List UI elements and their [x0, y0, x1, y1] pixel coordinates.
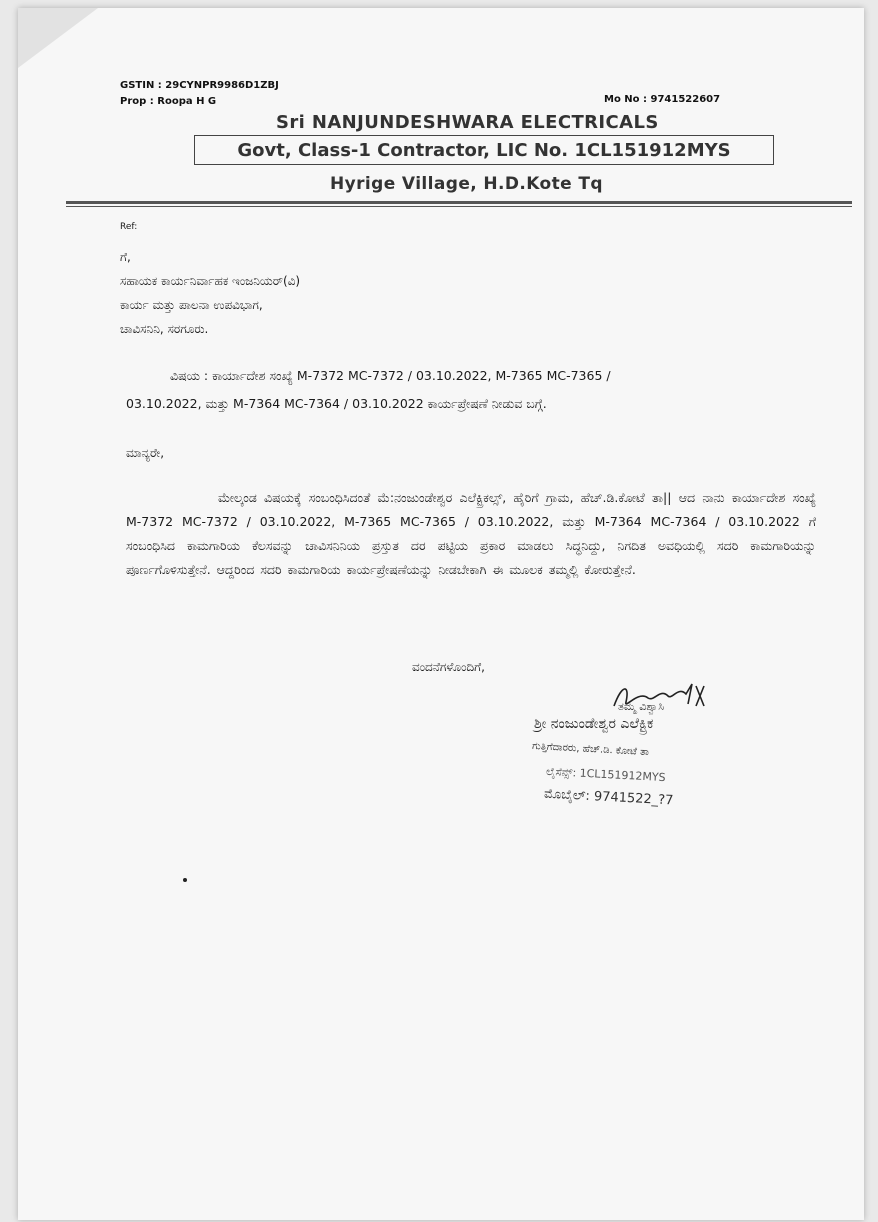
recipient-line-1: ಸಹಾಯಕ ಕಾರ್ಯನಿರ್ವಾಹಕ ಇಂಜನಿಯರ್(ವಿ)	[120, 274, 301, 288]
subject-line-2: 03.10.2022, ಮತ್ತು M-7364 MC-7364 / 03.10.2022 ಕಾರ್ಯಪ್ರೇಷಣೆ ನೀಡುವ ಬಗ್ಗೆ.	[126, 396, 547, 411]
stamp-line-4: ಲೈಸೆನ್ಸ್: 1CL151912MYS	[545, 764, 666, 785]
body-paragraph: ಮೇಲ್ಕಂಡ ವಿಷಯಕ್ಕೆ ಸಂಬಂಧಿಸಿದಂತೆ ಮೆ:ನಂಜುಂಡೇಶ್ವರ ಎಲೆಕ್ಟ್ರಿಕಲ್ಸ್, ಹೈರಿಗೆ ಗ್ರಾಮ, ಹೆಚ್.ಡಿ.ಕೋಟೆ ತಾ|| ಆದ ನಾನು ಕಾರ್ಯಾದೇಶ ಸಂಖ್ಯೆ M-7372 MC-7372 / 03.10.2022, M-7365 MC-7365 / 03.10.2022, ಮತ್ತು M-7364 MC-7364 / 03.10.2022 ಗೆ ಸಂಬಂಧಿಸಿದ ಕಾಮಗಾರಿಯ ಕೆಲಸವನ್ನು ಚಾವಿಸನಿನಿಯ ಪ್ರಸ್ತುತ ದರ ಪಟ್ಟಿಯ ಪ್ರಕಾರ ಮಾಡಲು ಸಿದ್ಧನಿದ್ದು, ನಿಗದಿತ ಅವಧಿಯಲ್ಲಿ ಸದರಿ ಕಾಮಗಾರಿಯನ್ನು ಪೂರ್ಣಗೊಳಿಸುತ್ತೇನೆ. ಆದ್ದರಿಂದ ಸದರಿ ಕಾಮಗಾರಿಯ ಕಾರ್ಯಪ್ರೇಷಣೆಯನ್ನು ನೀಡಬೇಕಾಗಿ ಈ ಮೂಲಕ ತಮ್ಮಲ್ಲಿ ಕೋರುತ್ತೇನೆ.	[126, 490, 816, 577]
recipient-line-2: ಕಾರ್ಯ ಮತ್ತು ಪಾಲನಾ ಉಪವಿಭಾಗ,	[120, 298, 263, 312]
stamp-line-1: ತಮ್ಮ ವಿಶ್ವಾಸಿ	[618, 700, 665, 713]
speck	[183, 878, 187, 882]
stamp-line-5: ಮೊಬೈಲ್: 9741522_?7	[543, 786, 674, 809]
mobile-number: Mo No : 9741522607	[604, 94, 721, 105]
stamp-line-3: ಗುತ್ತಿಗೆದಾರರು, ಹೆಚ್.ಡಿ. ಕೋಟೆ ತಾ	[531, 740, 650, 759]
folded-corner	[18, 8, 98, 68]
header-rule-bottom	[66, 206, 852, 207]
ref-label: Ref:	[120, 222, 138, 232]
closing: ವಂದನೆಗಳೊಂದಿಗೆ,	[412, 660, 485, 674]
to-label: ಗೆ,	[120, 250, 131, 264]
letter-sheet	[18, 8, 864, 1220]
proprietor-text: Prop : Roopa H G	[120, 96, 217, 107]
salutation: ಮಾನ್ಯರೇ,	[126, 446, 165, 460]
recipient-line-3: ಚಾವಿಸನಿನಿ, ಸರಗೂರು.	[120, 322, 209, 336]
subject-line-1: ವಿಷಯ : ಕಾರ್ಯಾದೇಶ ಸಂಖ್ಯೆ M-7372 MC-7372 / 03.10.2022, M-7365 MC-7365 /	[170, 368, 611, 383]
firm-address: Hyrige Village, H.D.Kote Tq	[330, 174, 603, 194]
firm-name: Sri NANJUNDESHWARA ELECTRICALS	[276, 112, 659, 133]
gstin-text: GSTIN : 29CYNPR9986D1ZBJ	[120, 80, 279, 91]
header-rule-top	[66, 201, 852, 204]
license-box: Govt, Class-1 Contractor, LIC No. 1CL151912MYS	[194, 135, 774, 165]
stamp-line-2: ಶ್ರೀ ನಂಜುಂಡೇಶ್ವರ ಎಲೆಕ್ಟ್ರಿಕ	[534, 716, 654, 732]
